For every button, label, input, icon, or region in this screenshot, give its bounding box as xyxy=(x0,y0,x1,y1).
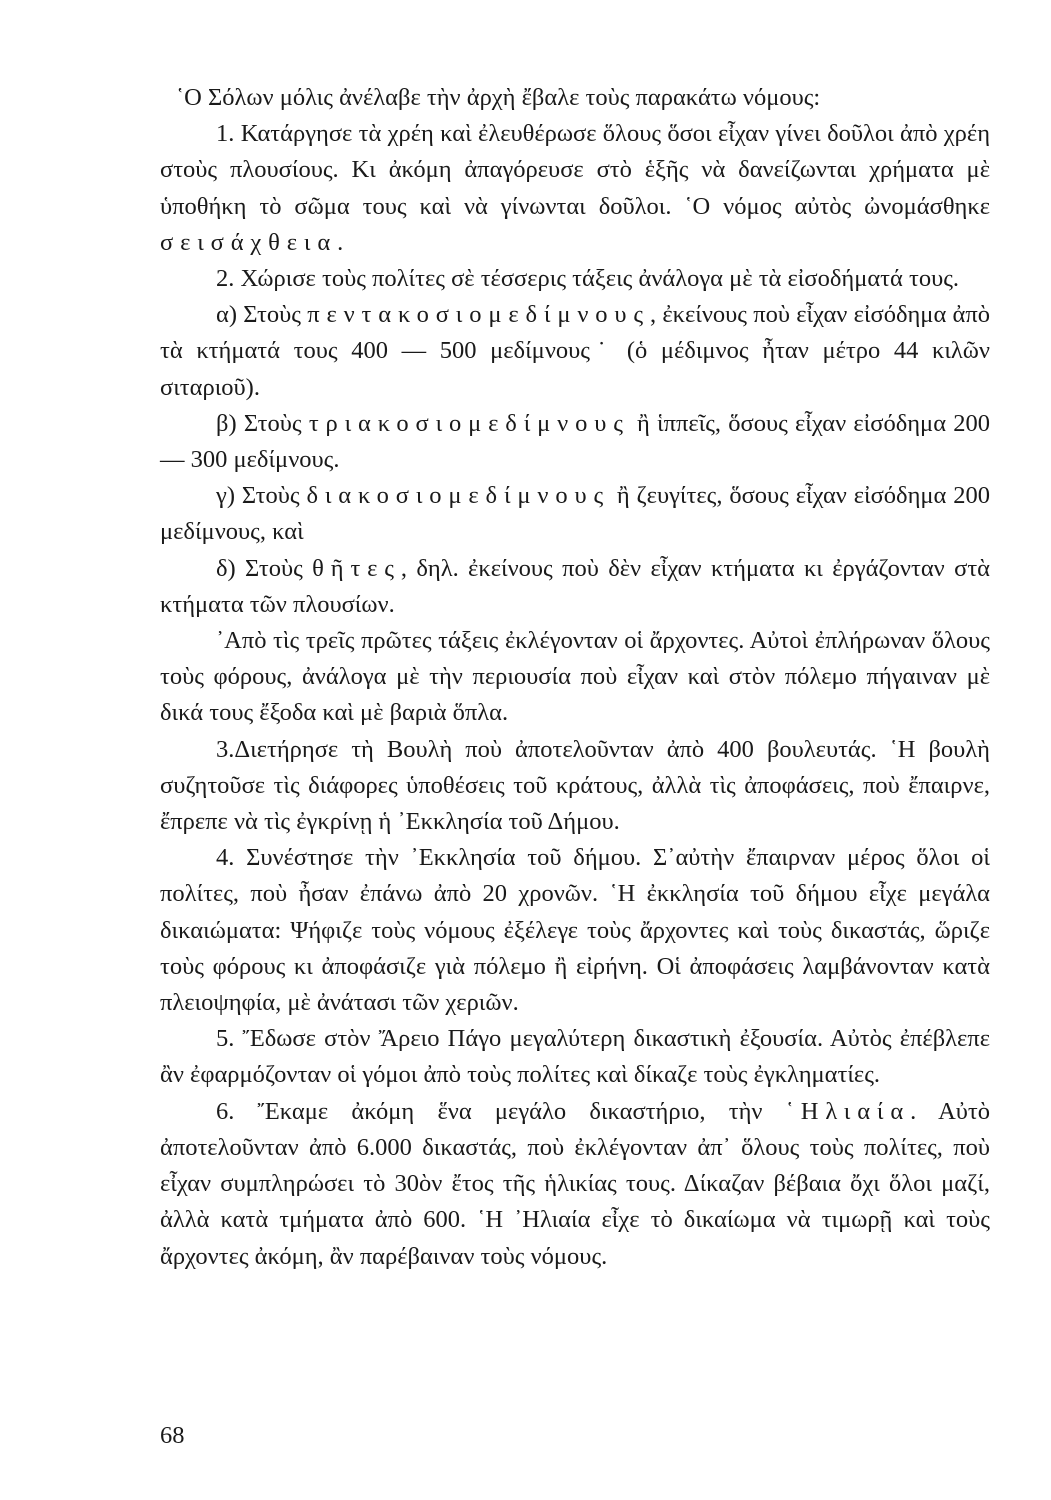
seisachtheia-term: σεισάχθεια xyxy=(160,228,338,256)
class-d-term: θῆτες xyxy=(312,554,401,582)
class-a-term: πεντακοσιομεδίμνους xyxy=(307,301,650,329)
law-5-paragraph: 5. Ἔδωσε στὸν Ἄρειο Πάγο μεγαλύτερη δικαστικὴ ἐξουσία. Αὐτὸς ἐπέβλεπε ἂν ἐφαρμόζονταν οἱ γόμοι ἀπὸ τοὺς πολίτες καὶ δίκαζε τοὺς ἐγκληματίες. xyxy=(160,1025,990,1089)
class-a-text: , ἐκείνους ποὺ εἶχαν εἰσόδημα ἀπὸ τὰ κτήματά τους 400 — 500 μεδίμνους˙ (ὁ μέδιμνος ἦταν μέτρο 44 κιλῶν σιταριοῦ). xyxy=(160,301,990,401)
law-1-text-b: . xyxy=(337,228,344,256)
class-d-paragraph xyxy=(160,551,990,623)
law-6-text-b: . Αὐτὸ ἀποτελοῦνταν ἀπὸ 6.000 δικαστάς, ποὺ ἐκλέγονταν ἀπ᾿ ὅλους τοὺς πολίτες, ποὺ εἶχαν συμπληρώσει τὸ 30ὸν ἔτος τῆς ἡλικίας τους. Δίκαζαν βέβαια ὄχι ὅλοι μαζί, ἀλλὰ κατὰ τμήματα ἀπὸ 600. ῾Η ᾿Ηλιαία εἶχε τὸ δικαίωμα νὰ τιμωρῇ καὶ τοὺς ἄρχοντες ἀκόμη, ἂν παρέβαιναν τοὺς νόμους. xyxy=(160,1097,990,1270)
law-4-paragraph: 4. Συνέστησε τὴν ᾿Εκκλησία τοῦ δήμου. Σ᾿αὐτὴν ἔπαιρναν μέρος ὅλοι οἱ πολίτες, ποὺ ἦσαν ἐπάνω ἀπὸ 20 χρονῶν. ῾Η ἐκκλησία τοῦ δήμου εἶχε μεγάλα δικαιώματα: Ψήφιζε τοὺς νόμους ἐξέλεγε τοὺς ἄρχοντες καὶ τοὺς δικαστάς, ὥριζε τοὺς φόρους κι ἀποφάσιζε γιὰ πόλεμο ἢ εἰρήνη. Οἱ ἀποφάσεις λαμβάνονταν κατὰ πλειοψηφία, μὲ ἀνάτασι τῶν χεριῶν. xyxy=(160,844,990,1017)
law-6-text-a: 6. Ἔκαμε ἀκόμη ἕνα μεγάλο δικαστήριο, τὴν xyxy=(216,1097,786,1125)
class-d-prefix: δ) Στοὺς xyxy=(216,554,313,582)
law-2-paragraph: 2. Χώρισε τοὺς πολίτες σὲ τέσσερις τάξεις ἀνάλογα μὲ τὰ εἰσοδήματά τους. xyxy=(216,265,960,293)
archons-paragraph: ᾿Απὸ τὶς τρεῖς πρῶτες τάξεις ἐκλέγονταν οἱ ἄρχοντες. Αὐτοὶ ἐπλήρωναν ὅλους τοὺς φόρους, ἀνάλογα μὲ τὴν περιουσία ποὺ εἶχαν καὶ στὸν πόλεμο πήγαιναν μὲ δικά τους ἔξοδα καὶ μὲ βαριὰ ὅπλα. xyxy=(160,627,990,727)
law-3-paragraph: 3.Διετήρησε τὴ Βουλὴ ποὺ ἀποτελοῦνταν ἀπὸ 400 βουλευτάς. ῾Η βουλὴ συζητοῦσε τὶς διάφορες ὑποθέσεις τοῦ κράτους, ἀλλὰ τὶς ἀποφάσεις, ποὺ ἔπαιρνε, ἔπρεπε νὰ τὶς ἐγκρίνῃ ἡ ᾿Εκκλησία τοῦ Δήμου. xyxy=(160,735,990,836)
class-c-paragraph xyxy=(160,478,990,550)
class-d-text: , δηλ. ἐκείνους ποὺ δὲν εἶχαν κτήματα κι ἐργάζονταν στὰ κτήματα τῶν πλουσίων. xyxy=(160,554,990,618)
class-c-term: διακοσιομεδίμνους xyxy=(306,482,611,510)
law-6-paragraph xyxy=(160,1094,990,1275)
heliaia-term: ῾Ηλιαία xyxy=(785,1097,911,1125)
class-a-prefix: α) Στοὺς xyxy=(216,301,308,329)
page-number: 68 xyxy=(160,1422,185,1449)
class-b-text: ἢ ἱππεῖς, ὅσους εἶχαν εἰσόδημα 200 — 300 μεδίμνους. xyxy=(160,409,990,474)
body-text xyxy=(160,80,990,1275)
class-c-prefix: γ) Στοὺς xyxy=(216,482,307,510)
class-b-prefix: β) Στοὺς xyxy=(216,409,309,437)
law-1-text-a: 1. Κατάργησε τὰ χρέη καὶ ἐλευθέρωσε ὅλους ὅσοι εἶχαν γίνει δοῦλοι ἀπὸ χρέη στοὺς πλουσίους. Κι ἀκόμη ἀπαγόρευσε στὸ ἑξῆς νὰ δανείζωνται χρήματα μὲ ὑποθήκη τὸ σῶμα τους καὶ νὰ γίνωνται δοῦλοι. ῾Ο νόμος αὐτὸς ὠνομάσθηκε xyxy=(160,120,990,220)
class-b-term: τριακοσιομεδίμνους xyxy=(308,409,630,437)
intro-paragraph: ῾Ο Σόλων μόλις ἀνέλαβε τὴν ἀρχὴ ἔβαλε τοὺς παρακάτω νόμους: xyxy=(176,84,821,111)
law-1-paragraph xyxy=(160,116,990,261)
class-c-text: ἢ ζευγίτες, ὅσους εἶχαν εἰσόδημα 200 μεδίμνους, καὶ xyxy=(160,482,990,546)
class-b-paragraph xyxy=(160,406,990,478)
class-a-paragraph xyxy=(160,297,990,406)
